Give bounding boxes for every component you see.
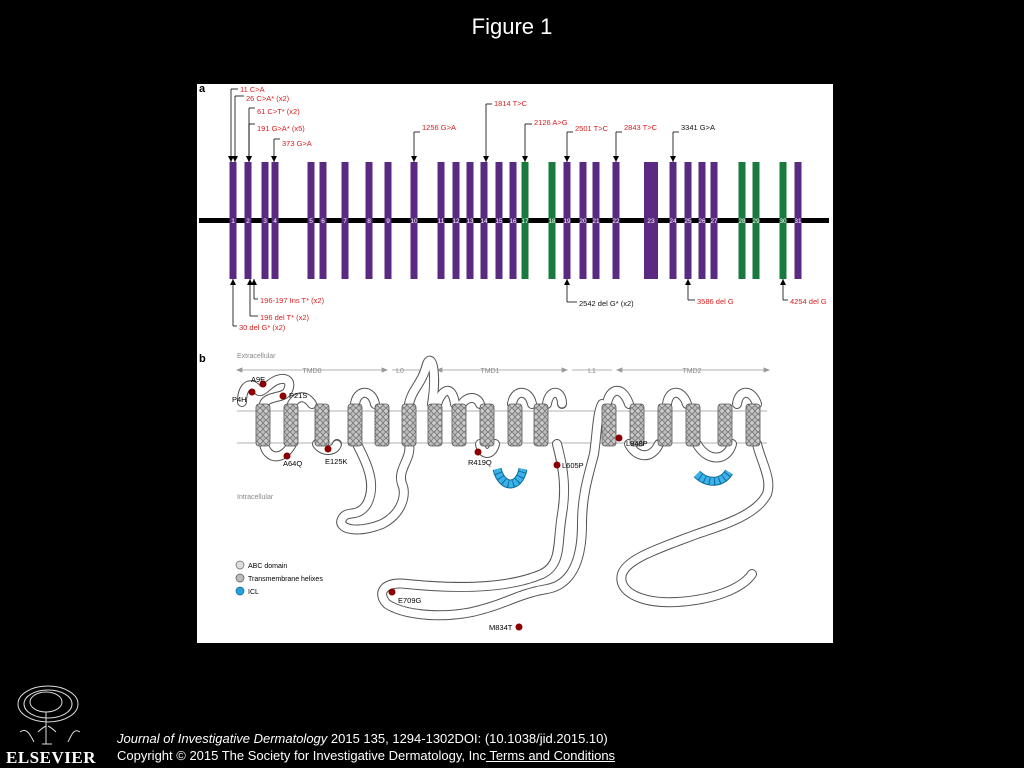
exon-number: 4: [273, 218, 277, 225]
exon-number: 24: [669, 218, 677, 225]
elsevier-wordmark: ELSEVIER: [6, 748, 96, 767]
variant-marker: [280, 393, 287, 400]
exon-number: 31: [794, 218, 802, 225]
transmembrane-helix: [428, 404, 442, 446]
mutation-arrowhead: [230, 279, 236, 285]
mutation-label: 1814 T>C: [494, 99, 528, 108]
mutation-arrowhead: [564, 279, 570, 285]
transmembrane-helix: [256, 404, 270, 446]
mutation-label: 30 del G* (x2): [239, 323, 286, 332]
exon-number: 14: [480, 218, 488, 225]
domain-label: L0: [396, 368, 404, 375]
variant-marker: [475, 449, 482, 456]
mutation-arrowhead: [780, 279, 786, 285]
transmembrane-helix: [402, 404, 416, 446]
panel-a-gene-map: [199, 85, 829, 332]
legend: [236, 561, 323, 596]
transmembrane-helix: [534, 404, 548, 446]
legend-swatch-icl: [236, 587, 244, 595]
mutation-arrowhead: [247, 279, 253, 285]
exon-number: 9: [386, 218, 390, 225]
exon-number: 1: [231, 218, 235, 225]
copyright-line: [117, 747, 615, 764]
exon-number: 27: [710, 218, 718, 225]
mutation-arrowhead: [685, 279, 691, 285]
transmembrane-helix: [452, 404, 466, 446]
figure-diagram: [197, 84, 833, 643]
exon-number: 17: [521, 218, 529, 225]
exon-number: 20: [579, 218, 587, 225]
copyright-text: Copyright © 2015 The Society for Investigative Dermatology, Inc: [117, 748, 486, 763]
exon-number: 8: [367, 218, 371, 225]
transmembrane-helix: [602, 404, 616, 446]
mutation-label: 26 C>A* (x2): [246, 94, 290, 103]
legend-label: Transmembrane helixes: [248, 576, 323, 583]
tree-of-knowledge-logo-icon: [8, 682, 88, 748]
transmembrane-helix: [658, 404, 672, 446]
mutation-label: 373 G>A: [282, 139, 312, 148]
exon-number: 30: [779, 218, 787, 225]
mutation-arrowhead: [564, 156, 570, 162]
mutation-arrowhead: [232, 156, 238, 162]
exon-number: 23: [647, 218, 655, 225]
mutation-label: 2843 T>C: [624, 123, 658, 132]
mutation-label: 4254 del G: [790, 297, 827, 306]
exon-number: 16: [509, 218, 517, 225]
mutation-arrowhead: [670, 156, 676, 162]
domain-label: TMD2: [682, 368, 702, 375]
exon-number: 13: [466, 218, 474, 225]
exon-number: 6: [321, 218, 325, 225]
mutation-label: 2542 del G* (x2): [579, 299, 634, 308]
exon-number: 2: [246, 218, 250, 225]
variant-marker: [325, 446, 332, 453]
variant-label: P4H: [232, 395, 247, 404]
variant-label: L605P: [562, 461, 584, 470]
journal-name: Journal of Investigative Dermatology: [117, 731, 328, 746]
exon-number: 3: [263, 218, 267, 225]
exon-number: 10: [410, 218, 418, 225]
exon-number: 18: [548, 218, 556, 225]
domain-label: TMD1: [480, 368, 500, 375]
mutation-label: 3586 del G: [697, 297, 734, 306]
transmembrane-helix: [508, 404, 522, 446]
variant-marker: [616, 435, 623, 442]
exon-number: 22: [612, 218, 620, 225]
citation-line: [117, 730, 615, 747]
legend-swatch-abc: [236, 561, 244, 569]
legend-label: ABC domain: [248, 563, 288, 570]
exon-number: 26: [698, 218, 706, 225]
legend-label: ICL: [248, 589, 259, 596]
variant-label: L948P: [626, 439, 648, 448]
variant-marker: [516, 624, 523, 631]
mutation-label: 2126 A>G: [534, 118, 568, 127]
mutation-label: 3341 G>A: [681, 123, 715, 132]
figure-title: Figure 1: [471, 14, 553, 39]
footer: [117, 730, 615, 764]
domain-label: TMD0: [302, 368, 322, 375]
extracellular-label: Extracellular: [237, 353, 276, 360]
variant-label: E125K: [325, 457, 348, 466]
mutation-arrowhead: [613, 156, 619, 162]
legend-swatch-tm: [236, 574, 244, 582]
exon-number: 19: [563, 218, 571, 225]
mutation-label: 191 G>A* (x5): [257, 124, 305, 133]
domain-label: L1: [588, 368, 596, 375]
variant-label: A9E: [251, 375, 266, 384]
mutation-label: 196 del T* (x2): [260, 313, 310, 322]
mutation-label: 2501 T>C: [575, 124, 609, 133]
transmembrane-helix: [375, 404, 389, 446]
transmembrane-helix: [315, 404, 329, 446]
exon-number: 25: [684, 218, 692, 225]
panel-b-topology: [232, 353, 769, 632]
transmembrane-helix: [480, 404, 494, 446]
exon-number: 7: [343, 218, 347, 225]
transmembrane-helix: [284, 404, 298, 446]
exon-number: 12: [452, 218, 460, 225]
variant-label: M834T: [489, 623, 513, 632]
mutation-arrowhead: [483, 156, 489, 162]
panel-b-label: b: [199, 353, 206, 365]
transmembrane-helix: [348, 404, 362, 446]
exon-number: 11: [437, 218, 445, 225]
exon-number: 28: [738, 218, 746, 225]
mutation-arrowhead: [411, 156, 417, 162]
mutation-arrowhead: [246, 156, 252, 162]
variant-label: E709G: [398, 596, 422, 605]
mutation-label: 11 C>A: [240, 85, 265, 94]
transmembrane-helix: [746, 404, 760, 446]
figure-panel: [197, 84, 833, 643]
exon-number: 29: [752, 218, 760, 225]
transmembrane-helix: [686, 404, 700, 446]
mutation-arrowhead: [522, 156, 528, 162]
intracellular-label: Intracellular: [237, 494, 274, 501]
exon-number: 15: [495, 218, 503, 225]
variant-label: A64Q: [283, 459, 303, 468]
mutation-label: 61 C>T* (x2): [257, 107, 300, 116]
exon-number: 21: [592, 218, 600, 225]
variant-label: R419Q: [468, 458, 492, 467]
citation-details: 2015 135, 1294-1302DOI: (10.1038/jid.2015.10): [327, 731, 608, 746]
mutation-arrowhead: [271, 156, 277, 162]
variant-marker: [249, 389, 256, 396]
exon-number: 5: [309, 218, 313, 225]
variant-marker: [389, 589, 396, 596]
panel-a-label: a: [199, 84, 206, 95]
variant-marker: [554, 462, 561, 469]
mutation-label: 1256 G>A: [422, 123, 456, 132]
terms-link[interactable]: Terms and Conditions: [485, 748, 616, 763]
variant-label: P21S: [289, 391, 308, 400]
transmembrane-helix: [718, 404, 732, 446]
mutation-label: 196-197 Ins T* (x2): [260, 296, 325, 305]
